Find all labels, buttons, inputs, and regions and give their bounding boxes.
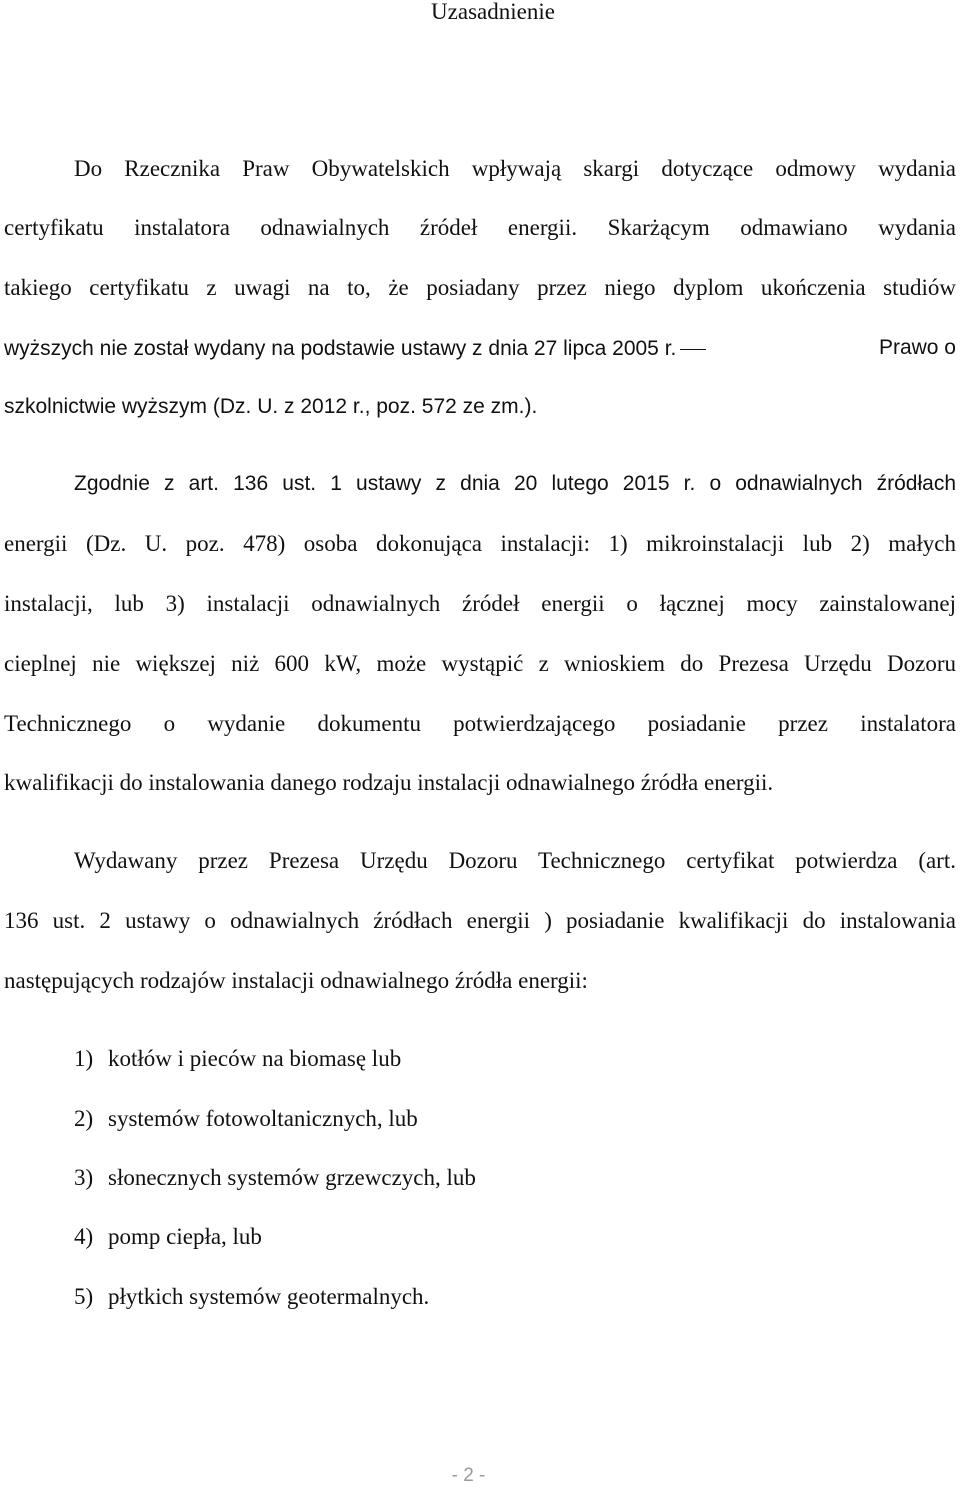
paragraph-1-line-4-text: wyższych nie został wydany na podstawie ustawy z dnia 27 lipca 2005 r. [4, 337, 677, 360]
list-item-number: 3) [74, 1165, 94, 1190]
list-item-text: kotłów i pieców na biomasę lub [108, 1046, 402, 1071]
list-item-number: 4) [74, 1224, 94, 1249]
list-item-text: płytkich systemów geotermalnych. [108, 1284, 430, 1309]
page-number: - 2 - [451, 1465, 486, 1486]
list-item [74, 1163, 476, 1193]
paragraph-2-line-6: kwalifikacji do instalowania danego rodzaju instalacji odnawialnego źródła energii. [4, 770, 774, 795]
list-item [74, 1222, 262, 1252]
list-item-number: 5) [74, 1284, 94, 1309]
list-item [74, 1044, 401, 1074]
list-item [74, 1282, 429, 1312]
document-title: Uzasadnienie [431, 0, 555, 24]
dash-separator [680, 349, 706, 350]
paragraph-2-line-5: Technicznego o wydanie dokumentu potwierdzającego posiadanie przez instalatora [4, 711, 956, 736]
paragraph-2-line-3: instalacji, lub 3) instalacji odnawialnych źródeł energii o łącznej mocy zainstalowanej [4, 591, 956, 616]
list-item-number: 1) [74, 1046, 94, 1071]
paragraph-1-line-4 [4, 333, 956, 363]
paragraph-2-line-2: energii (Dz. U. poz. 478) osoba dokonująca instalacji: 1) mikroinstalacji lub 2) małych [4, 531, 956, 556]
paragraph-1-line-5: szkolnictwie wyższym (Dz. U. z 2012 r., poz. 572 ze zm.). [4, 395, 538, 418]
list-item-number: 2) [74, 1106, 94, 1131]
paragraph-1-line-4-end: Prawo o [878, 336, 956, 359]
paragraph-1-line-3: takiego certyfikatu z uwagi na to, że posiadany przez niego dyplom ukończenia studiów [4, 275, 956, 300]
paragraph-3-line-2: 136 ust. 2 ustawy o odnawialnych źródłach energii ) posiadanie kwalifikacji do instalowania [4, 908, 956, 933]
paragraph-1-line-1: Do Rzecznika Praw Obywatelskich wpływają skargi dotyczące odmowy wydania [74, 156, 956, 181]
paragraph-1-line-2: certyfikatu instalatora odnawialnych źródeł energii. Skarżącym odmawiano wydania [4, 215, 956, 240]
paragraph-2-line-1: Zgodnie z art. 136 ust. 1 ustawy z dnia 20 lutego 2015 r. o odnawialnych źródłach [74, 472, 956, 495]
list-item-text: słonecznych systemów grzewczych, lub [108, 1165, 476, 1190]
list-item-text: pomp ciepła, lub [108, 1224, 262, 1249]
list-item-text: systemów fotowoltanicznych, lub [108, 1106, 418, 1131]
list-item [74, 1104, 418, 1134]
paragraph-3-line-3: następujących rodzajów instalacji odnawialnego źródła energii: [4, 968, 588, 993]
paragraph-3-line-1: Wydawany przez Prezesa Urzędu Dozoru Technicznego certyfikat potwierdza (art. [74, 848, 956, 873]
paragraph-2-line-4: cieplnej nie większej niż 600 kW, może wystąpić z wnioskiem do Prezesa Urzędu Dozoru [4, 651, 956, 676]
